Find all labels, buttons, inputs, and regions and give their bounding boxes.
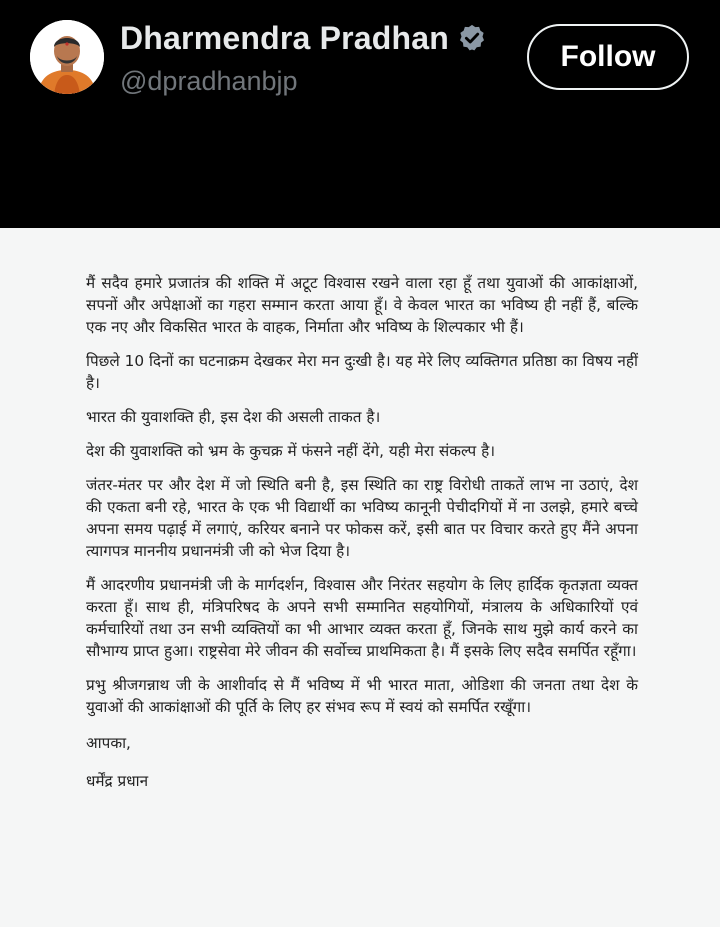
letter-paragraph: पिछले 10 दिनों का घटनाक्रम देखकर मेरा मन दुःखी है। यह मेरे लिए व्यक्तिगत प्रतिष्ठा का विषय नहीं है। <box>86 352 638 392</box>
resignation-letter <box>0 228 720 927</box>
letter-paragraph: प्रभु श्रीजगन्नाथ जी के आशीर्वाद से मैं भविष्य में भी भारत माता, ओडिशा की जनता तथा देश के युवाओं की आकांक्षाओं की पूर्ति के लिए हर संभव रूप में स्वयं को समर्पित रखूँगा। <box>86 676 638 716</box>
user-handle[interactable]: @dpradhanbjp <box>120 66 298 96</box>
avatar-portrait-icon <box>30 20 104 94</box>
display-name[interactable]: Dharmendra Pradhan <box>120 19 450 56</box>
profile-header <box>0 0 720 228</box>
letter-paragraph: मैं आदरणीय प्रधानमंत्री जी के मार्गदर्शन, विश्वास और निरंतर सहयोग के लिए हार्दिक कृतज्ञता व्यक्त करता हूँ। साथ ही, मंत्रिपरिषद के अपने सभी सम्मानित सहयोगियों, मंत्रालय के अधिकारियों एवं कर्मचारियों तथा उन सभी व्यक्तियों का भी आभार व्यक्त करता हूँ, जिनके साथ मुझे कार्य करने का सौभाग्य प्राप्त हुआ। राष्ट्रसेवा मेरे जीवन की सर्वोच्च प्राथमिकता है। मैं इसके लिए सदैव समर्पित रहूँगा। <box>86 576 638 660</box>
letter-paragraph: भारत की युवाशक्ति ही, इस देश की असली ताकत है। <box>86 408 381 426</box>
avatar[interactable] <box>30 20 104 94</box>
letter-paragraph: जंतर-मंतर पर और देश में जो स्थिति बनी है, इस स्थिति का राष्ट्र विरोधी ताकतें लाभ ना उठाएं, देश की एकता बनी रहे, भारत के एक भी विद्यार्थी का भविष्य कानूनी पेचीदगियों में ना उलझे, हमारे बच्चे अपना समय पढ़ाई में लगाएं, करियर बनाने पर फोकस करें, इसी बात पर विचार करते हुए मैंने अपना त्यागपत्र माननीय प्रधानमंत्री जी को भेज दिया है। <box>86 476 638 560</box>
letter-signature: धर्मेंद्र प्रधान <box>86 772 149 790</box>
letter-closing: आपका, <box>86 734 131 752</box>
verified-badge-icon[interactable] <box>457 23 487 53</box>
name-row <box>120 18 487 58</box>
letter-paragraph: मैं सदैव हमारे प्रजातंत्र की शक्ति में अटूट विश्वास रखने वाला रहा हूँ तथा युवाओं की आकांक्षाओं, सपनों और अपेक्षाओं का गहरा सम्मान करता आया हूँ। वे केवल भारत का भविष्य ही नहीं हैं, बल्कि एक नए और विकसित भारत के वाहक, निर्माता और भविष्य के शिल्पकार भी हैं। <box>86 274 638 336</box>
letter-paragraph: देश की युवाशक्ति को भ्रम के कुचक्र में फंसने नहीं देंगे, यही मेरा संकल्प है। <box>86 442 496 460</box>
follow-button[interactable]: Follow <box>527 24 689 90</box>
letter-body <box>86 272 638 792</box>
